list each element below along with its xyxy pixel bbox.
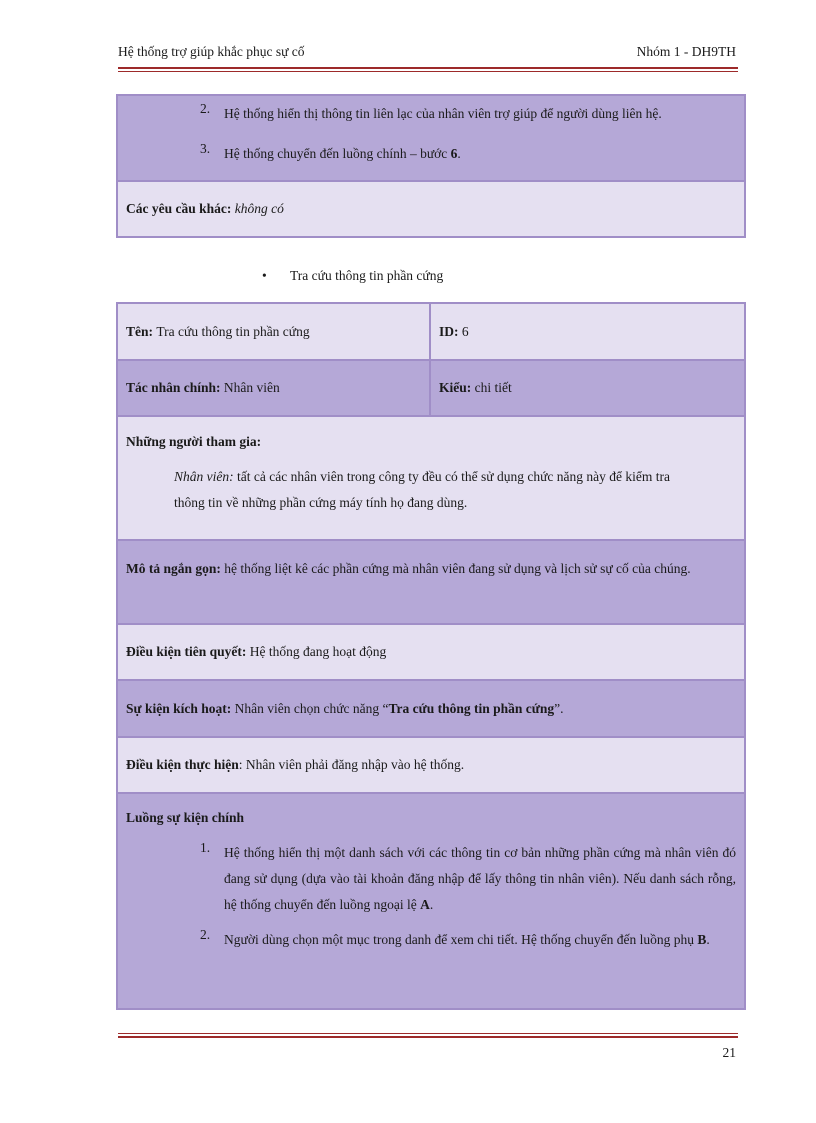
footer-rule: [118, 1033, 738, 1038]
id-label: ID:: [439, 323, 459, 339]
bullet-icon: •: [262, 268, 267, 283]
trigger-function: Tra cứu thông tin phần cứng: [388, 700, 555, 716]
alt-flow-steps: [118, 96, 744, 182]
id-value: 6: [461, 323, 469, 339]
other-value: không có: [234, 201, 284, 216]
description-value: hệ thống liệt kê các phần cứng mà nhân viên đang sử dụng và lịch sử sự cố của chúng.: [224, 561, 691, 576]
main-flow-row: [118, 794, 744, 1008]
actor-type-row: [118, 361, 744, 417]
participants-row: [118, 417, 744, 541]
step-text: Hệ thống hiển thị thông tin liên lạc của nhân viên trợ giúp để người dùng liên hệ.: [224, 106, 662, 121]
step-text: Người dùng chọn một mục trong danh để xem chi tiết. Hệ thống chuyển đến luồng phụ B.: [224, 932, 710, 947]
list-item: [118, 127, 744, 167]
step-number: 2.: [200, 101, 211, 116]
step-text: Hệ thống chuyển đến luồng chính – bước 6.: [224, 146, 461, 161]
precondition-row: [118, 625, 744, 681]
type-label: Kiểu:: [439, 380, 472, 395]
participant-line: thông tin về những phần cứng máy tính họ đang dùng.: [174, 495, 468, 510]
description-label: Mô tả ngắn gọn:: [126, 561, 221, 576]
precondition-label: Điều kiện tiên quyết:: [126, 644, 247, 659]
header-title: Hệ thống trợ giúp khắc phục sự cố: [118, 44, 305, 59]
usecase-table-continued: [116, 94, 746, 238]
step-number: 1.: [200, 840, 211, 855]
step-number: 3.: [200, 141, 211, 156]
step-number: 2.: [200, 927, 211, 942]
name-id-row: [118, 304, 744, 361]
header-group: Nhóm 1 - DH9TH: [636, 44, 736, 59]
other-requirements-row: [118, 182, 744, 236]
participant-line: Nhân viên: tất cả các nhân viên trong công ty đều có thể sử dụng chức năng này để kiểm tra: [174, 469, 670, 484]
actor-label: Tác nhân chính:: [126, 380, 221, 395]
name-label: Tên:: [126, 323, 153, 339]
condition-row: [118, 738, 744, 794]
list-item: [118, 918, 744, 953]
list-item: [118, 826, 744, 918]
participant-role: Nhân viên:: [174, 469, 234, 484]
section-title: Tra cứu thông tin phần cứng: [290, 268, 444, 283]
type-value: chi tiết: [474, 380, 512, 395]
step-text: Hệ thống hiển thị một danh sách với các thông tin cơ bản những phần cứng mà nhân viên đó đang sử dụng (dựa vào tài khoản đăng nhập để lấy thông tin nhân viên). Nếu danh sách rỗng, hệ thống chuyển đến luồng ngoại lệ A.: [224, 845, 736, 912]
other-label: Các yêu cầu khác:: [126, 201, 232, 216]
list-item: [118, 96, 744, 127]
actor-value: Nhân viên: [223, 380, 280, 395]
usecase-table: [116, 302, 746, 1010]
trigger-label: Sự kiện kích hoạt:: [126, 700, 232, 716]
header-rule: [118, 67, 738, 72]
page-number: 21: [722, 1045, 736, 1060]
trigger-row: Sự kiện kích hoạt: Nhân viên chọn chức năng “ Tra cứu thông tin phần cứng ”.: [118, 681, 744, 738]
description-row: [118, 541, 744, 625]
name-value: Tra cứu thông tin phần cứng: [156, 323, 310, 339]
participants-label: Những người tham gia:: [126, 434, 262, 449]
main-flow-label: Luồng sự kiện chính: [126, 810, 245, 825]
precondition-value: Hệ thống đang hoạt động: [249, 644, 387, 659]
condition-value: : Nhân viên phải đăng nhập vào hệ thống.: [238, 757, 465, 772]
section-bullet: [262, 268, 443, 284]
condition-label: Điều kiện thực hiện: [126, 757, 239, 772]
